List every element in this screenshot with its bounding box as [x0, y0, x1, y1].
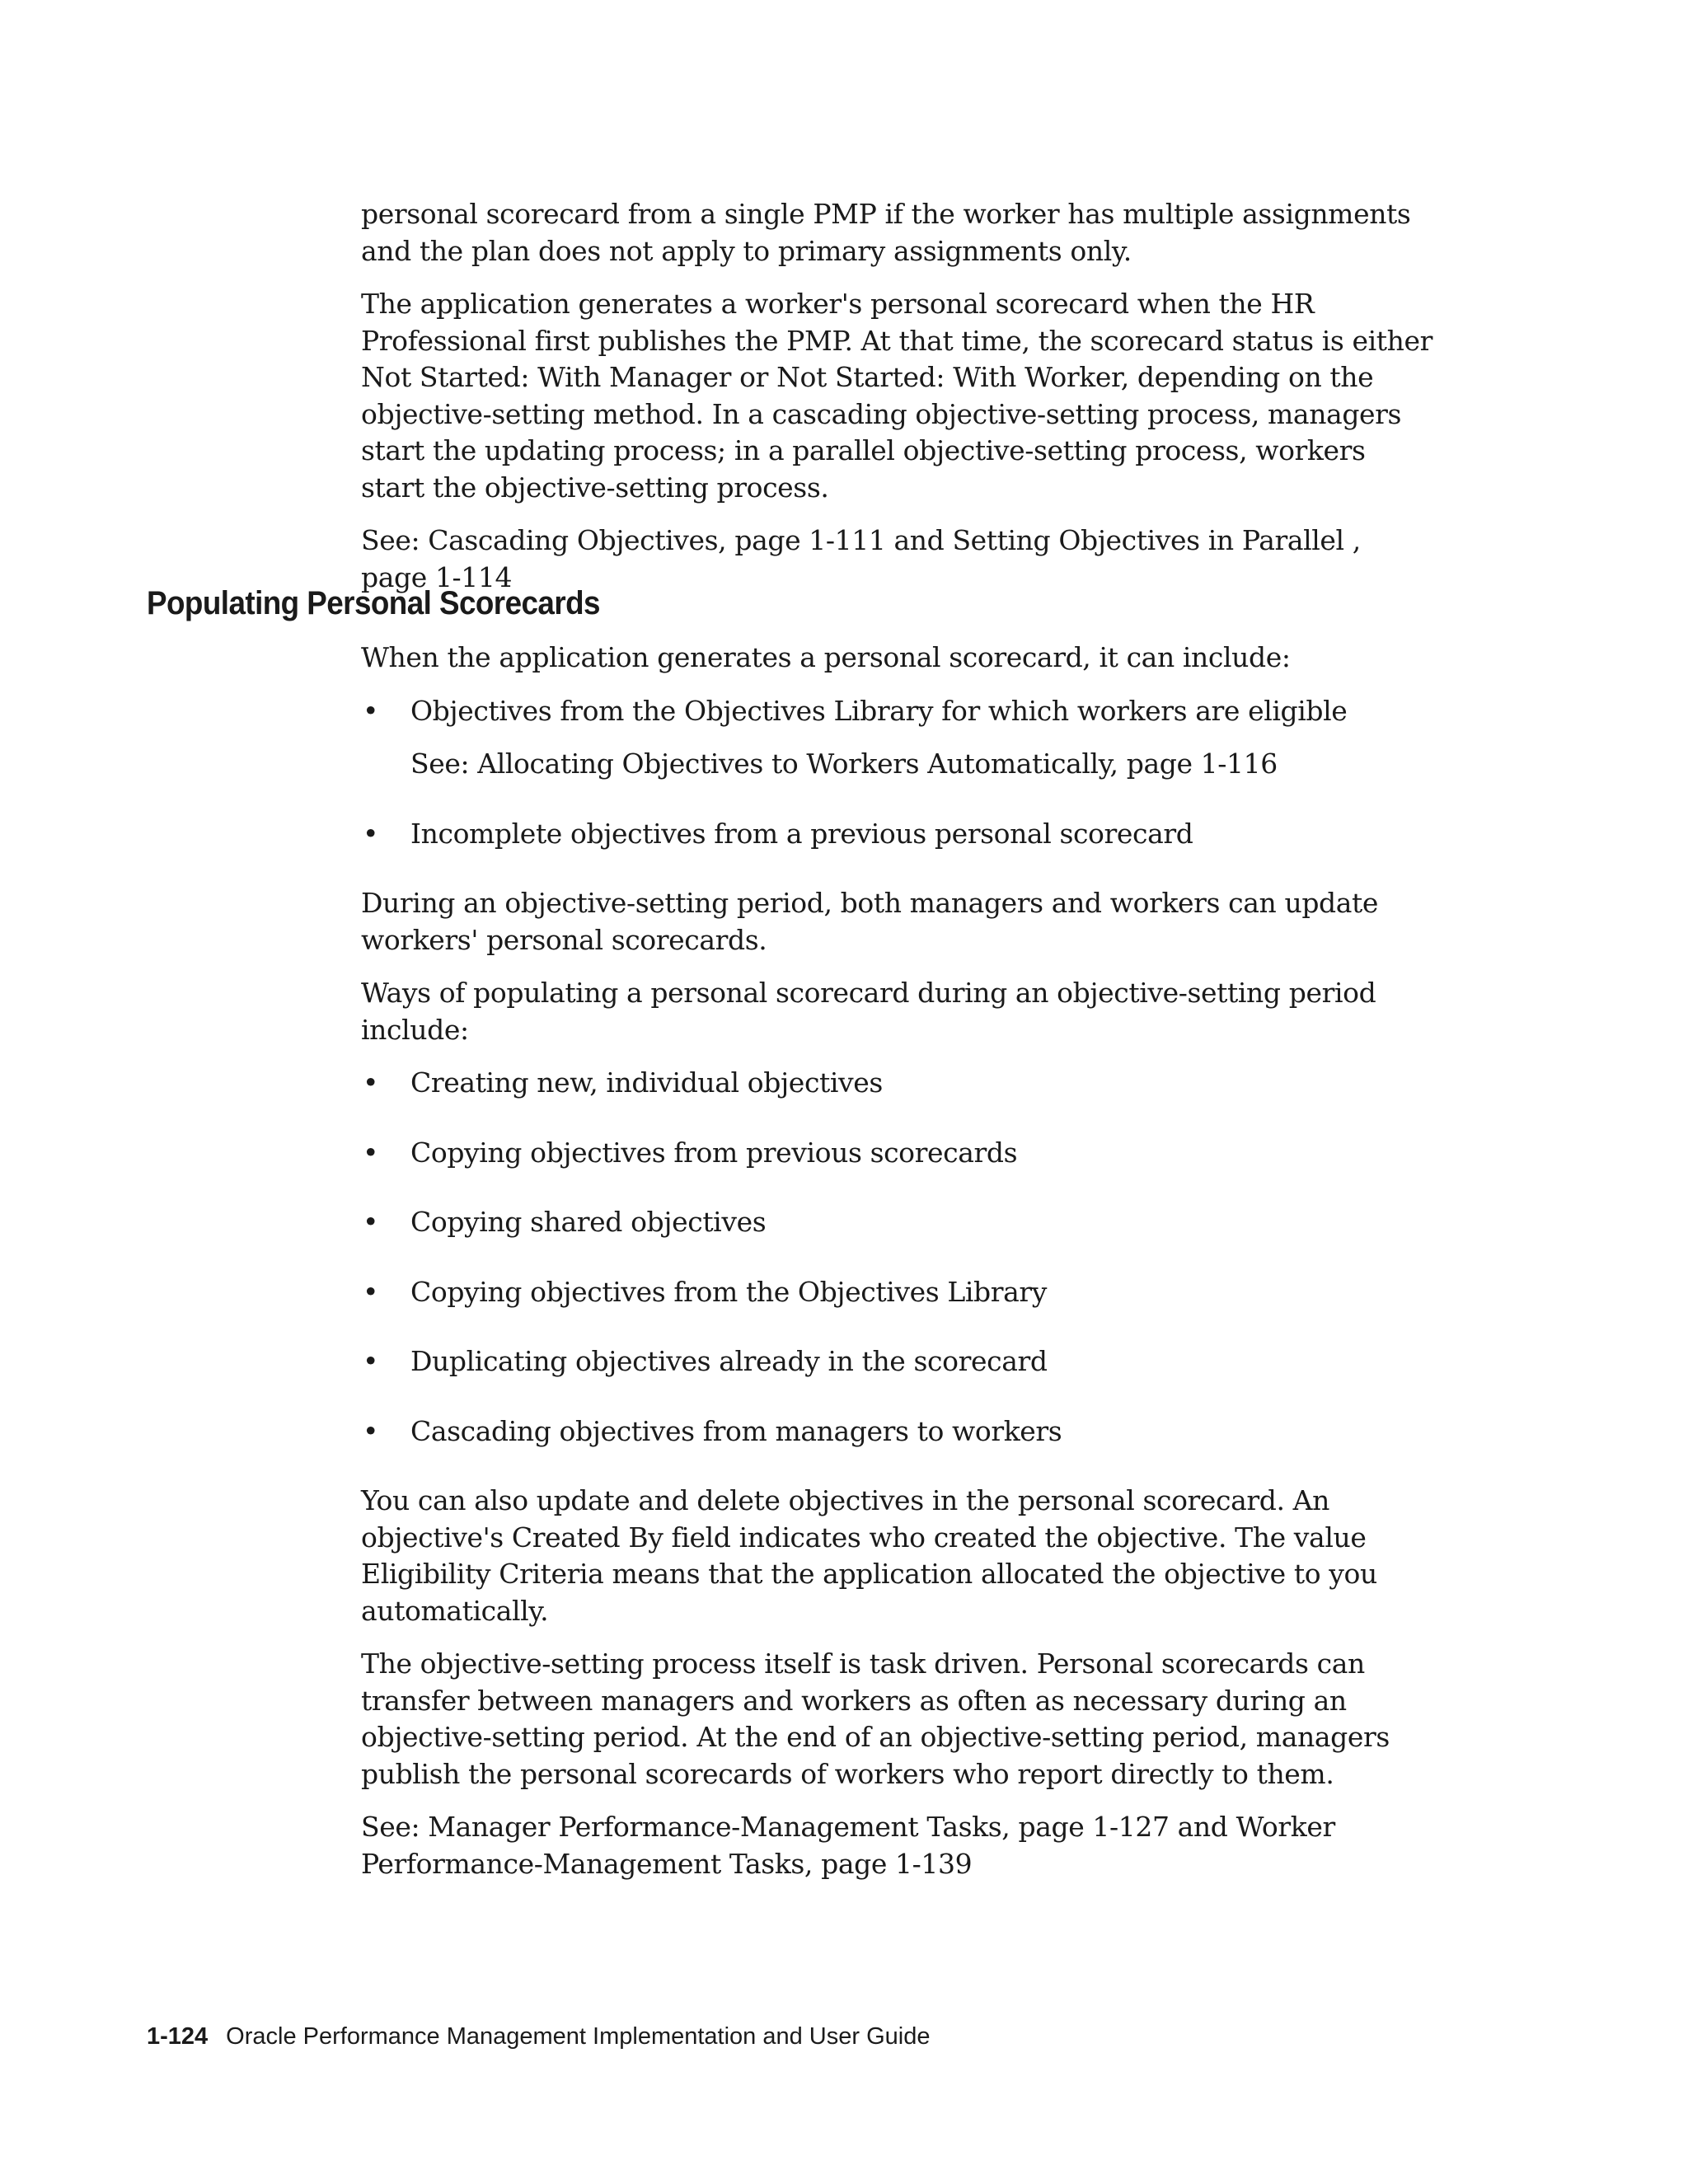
list-item — [361, 1135, 1432, 1172]
paragraph-update: During an objective-setting period, both managers and workers can update workers' personal scorecards. — [361, 887, 1379, 956]
list-item-text: Objectives from the Objectives Library for which workers are eligible — [410, 694, 1348, 727]
ways-intro: Ways of populating a personal scorecard during an objective-setting period include: — [361, 977, 1376, 1046]
paragraph-update-delete: You can also update and delete objectives in the personal scorecard. An objective's Created By field indicates who created the objective. The value Eligibility Criteria means that the application allocated the objective to you automatically. — [361, 1484, 1377, 1627]
see-also-allocating-link[interactable]: See: Allocating Objectives to Workers Automatically, page 1-116 — [410, 748, 1278, 780]
list-item-text: Duplicating objectives already in the scorecard — [410, 1345, 1048, 1377]
list-item-text: Copying objectives from previous scorecards — [410, 1136, 1018, 1169]
include-intro: When the application generates a personal scorecard, it can include: — [361, 641, 1291, 673]
see-also-tasks-link[interactable]: See: Manager Performance-Management Tasks, page 1-127 and Worker Performance-Management Tasks, page 1-139 — [361, 1811, 1335, 1880]
bullet-icon: • — [363, 1275, 379, 1308]
list-item — [361, 693, 1432, 783]
list-item — [361, 1413, 1432, 1451]
page-footer — [147, 2022, 930, 2051]
page-number: 1-124 — [147, 2023, 209, 2050]
section-text-block — [361, 640, 1432, 1882]
paragraph-scorecard-generation: The application generates a worker's personal scorecard when the HR Professional first publishes the PMP. At that time, the scorecard status is either Not Started: With Manager or Not Started: With Worker, depending on the objective-setting method. In a cascading objective-setting process, managers start the updating process; in a parallel objective-setting process, workers start the objective-setting process. — [361, 288, 1432, 504]
list-item — [361, 1343, 1432, 1380]
bullet-icon: • — [363, 1414, 379, 1447]
list-item-text: Cascading objectives from managers to workers — [410, 1414, 1062, 1447]
list-item-text: Incomplete objectives from a previous personal scorecard — [410, 817, 1193, 850]
bullet-icon: • — [363, 1206, 379, 1238]
list-item — [361, 816, 1432, 853]
section-heading: Populating Personal Scorecards — [147, 585, 600, 621]
bullet-icon: • — [363, 1136, 379, 1169]
paragraph-continuation: personal scorecard from a single PMP if the worker has multiple assignments and the plan does not apply to primary assignments only. — [361, 198, 1411, 267]
see-also-cascading-link[interactable]: See: Cascading Objectives, page 1-111 and Setting Objectives in Parallel , page 1-114 — [361, 524, 1361, 593]
bullet-icon: • — [363, 817, 379, 850]
paragraph-task-driven: The objective-setting process itself is task driven. Personal scorecards can transfer between managers and workers as often as necessary during an objective-setting period. At the end of an objective-setting period, managers publish the personal scorecards of workers who report directly to them. — [361, 1647, 1390, 1790]
book-title: Oracle Performance Management Implementation and User Guide — [226, 2023, 931, 2050]
list-item — [361, 1274, 1432, 1311]
list-item — [361, 1204, 1432, 1241]
include-list — [361, 693, 1432, 853]
list-item-text: Copying shared objectives — [410, 1206, 767, 1238]
ways-list — [361, 1065, 1432, 1450]
list-item — [361, 1065, 1432, 1102]
list-item-text: Copying objectives from the Objectives Library — [410, 1275, 1048, 1308]
bullet-icon: • — [363, 1066, 379, 1099]
top-text-block — [361, 196, 1432, 596]
list-item-text: Creating new, individual objectives — [410, 1066, 883, 1099]
bullet-icon: • — [363, 694, 379, 727]
bullet-icon: • — [363, 1345, 379, 1377]
